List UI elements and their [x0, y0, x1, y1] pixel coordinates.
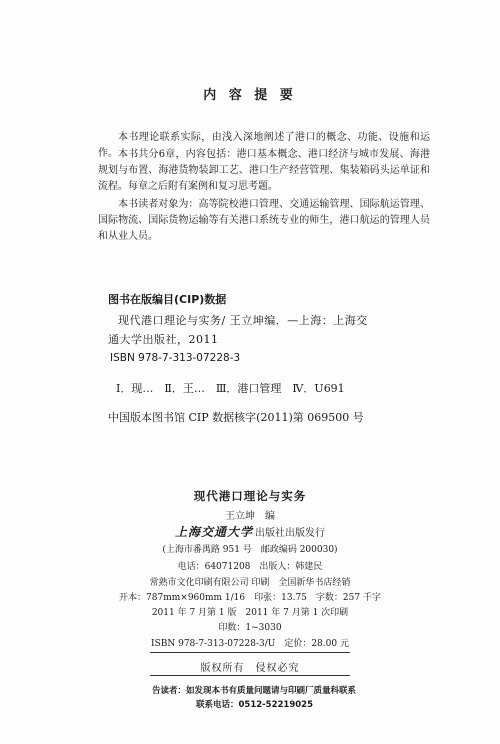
publisher-phone: 电话：64071208 出版人：韩建民	[177, 562, 323, 572]
summary-paragraph-1: 本书理论联系实际，由浅入深地阐述了港口的概念、功能、设施和运作。	[98, 132, 430, 159]
summary-heading: 内 容 提 要	[203, 88, 297, 103]
reader-notice: 告读者：如发现本书有质量问题请与印刷厂质量科联系	[152, 686, 357, 696]
publisher-suffix: 出版社出版发行	[255, 528, 325, 539]
cip-title: 图书在版编目(CIP)数据	[108, 293, 227, 306]
book-author: 王立坤 编	[225, 511, 275, 522]
publisher-logo: 上海交通大学	[174, 525, 253, 539]
summary-paragraph-2: 本书共分6章，内容包括：港口基本概念、港口经济与城市发展、海港规划与布置、海港货物装卸工艺、港口生产经营管理、集装箱码头运单证和流程。每章之后附有案例和复习思考题。	[98, 149, 430, 192]
cip-isbn: ISBN 978-7-313-07228-3	[110, 352, 241, 364]
cip-line-1: 现代港口理论与实务/ 王立坤编．—上海：上海交	[118, 314, 368, 327]
rights-notice: 版权所有 侵权必究	[200, 663, 300, 674]
cip-classification: Ⅰ．现… Ⅱ．王… Ⅲ．港口管理 Ⅳ．U691	[116, 382, 345, 395]
format-line: 开本：787mm×960mm 1/16 印张：13.75 字数：257 千字	[119, 593, 381, 603]
summary-paragraph-3: 本书读者对象为：高等院校港口管理、交通运输管理、国际航运管理、国际物流、国际货物运输等有关港口系统专业的师生，港口航运的管理人员和从业人员。	[98, 199, 430, 242]
print-run: 印数：1~3030	[218, 623, 282, 633]
cip-core-number: 中国版本图书馆 CIP 数据核字(2011)第 069500 号	[108, 411, 364, 424]
publisher-line	[0, 523, 500, 540]
publisher-address: (上海市番禺路 951 号 邮政编码 200030)	[162, 545, 338, 555]
contact-phone: 联系电话：0512-52219025	[196, 700, 314, 710]
book-title: 现代港口理论与实务	[193, 489, 307, 503]
printer-line: 常熟市文化印刷有限公司 印刷 全国新华书店经销	[149, 578, 351, 588]
divider-bottom	[150, 675, 350, 676]
divider-top	[150, 652, 350, 653]
edition-line: 2011 年 7 月第 1 版 2011 年 7 月第 1 次印刷	[151, 608, 349, 618]
cip-line-2: 通大学出版社，2011	[108, 333, 219, 346]
isbn-price: ISBN 978-7-313-07228-3/U 定价：28.00 元	[151, 639, 349, 649]
